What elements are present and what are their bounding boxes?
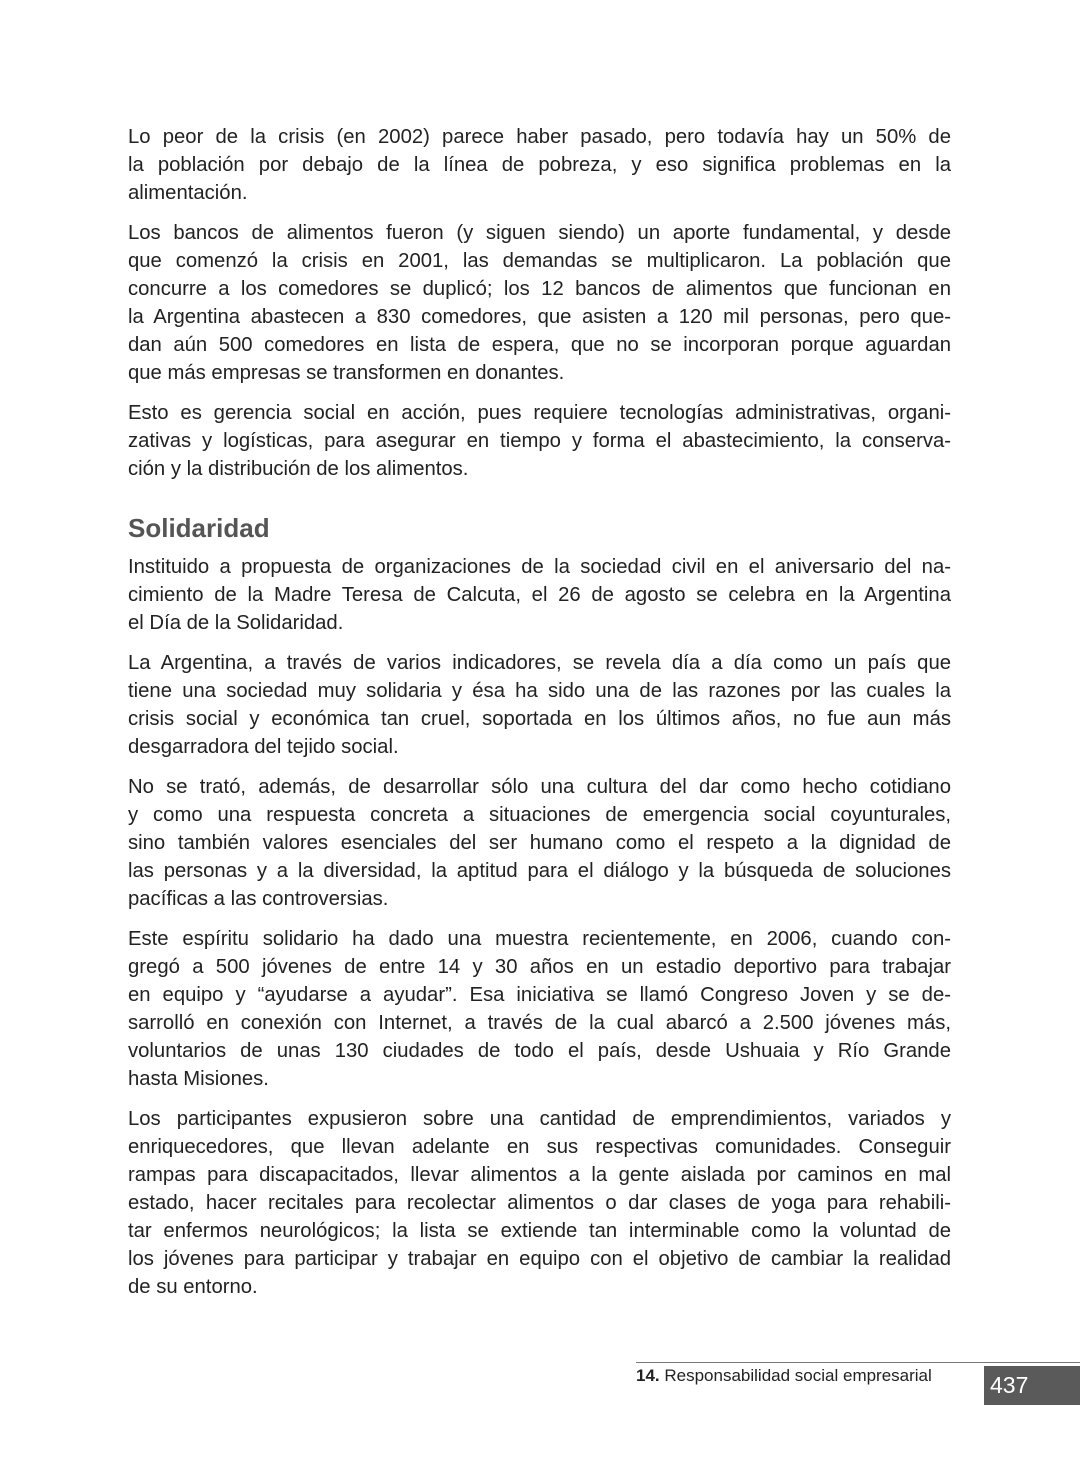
text-line: enriquecedores, que llevan adelante en sus respectivas comunidades. Conseguir [128, 1136, 951, 1158]
text-line: concurre a los comedores se duplicó; los 12 bancos de alimentos que funcionan en [128, 278, 951, 300]
text-line: tar enfermos neurológicos; la lista se extiende tan interminable como la voluntad de [128, 1220, 951, 1242]
text-line: zativas y logísticas, para asegurar en tiempo y forma el abastecimiento, la conserva- [128, 430, 951, 452]
text-line: alimentación. [128, 182, 248, 204]
text-line: estado, hacer recitales para recolectar alimentos o dar clases de yoga para rehabili- [128, 1192, 951, 1214]
text-line: que más empresas se transformen en donantes. [128, 362, 565, 384]
text-line: sino también valores esenciales del ser humano como el respeto a la dignidad de [128, 832, 951, 854]
text-line: que comenzó la crisis en 2001, las demandas se multiplicaron. La población que [128, 250, 951, 272]
page-number: 437 [984, 1366, 1080, 1405]
paragraph [128, 1105, 951, 1301]
text-line: en equipo y “ayudarse a ayudar”. Esa iniciativa se llamó Congreso Joven y se de- [128, 984, 951, 1006]
text-line: la Argentina abastecen a 830 comedores, que asisten a 120 mil personas, pero que- [128, 306, 951, 328]
text-line: Los bancos de alimentos fueron (y siguen siendo) un aporte fundamental, y desde [128, 222, 951, 244]
footer-divider [636, 1362, 1080, 1363]
text-line: ción y la distribución de los alimentos. [128, 458, 469, 480]
text-line: Lo peor de la crisis (en 2002) parece haber pasado, pero todavía hay un 50% de [128, 126, 951, 148]
paragraph [128, 399, 951, 483]
text-line: Esto es gerencia social en acción, pues requiere tecnologías administrativas, organi- [128, 402, 951, 424]
page-body [128, 123, 951, 1313]
paragraph [128, 123, 951, 207]
text-line: sarrolló en conexión con Internet, a través de la cual abarcó a 2.500 jóvenes más, [128, 1012, 951, 1034]
section-heading: Solidaridad [128, 513, 270, 543]
text-line: de su entorno. [128, 1276, 258, 1298]
text-line: la población por debajo de la línea de pobreza, y eso significa problemas en la [128, 154, 951, 176]
text-line: las personas y a la diversidad, la aptitud para el diálogo y la búsqueda de soluciones [128, 860, 951, 882]
paragraph [128, 925, 951, 1093]
paragraphs-before [128, 123, 951, 483]
text-line: los jóvenes para participar y trabajar en equipo con el objetivo de cambiar la realidad [128, 1248, 951, 1270]
paragraphs-after [128, 553, 951, 1301]
text-line: hasta Misiones. [128, 1068, 269, 1090]
chapter-number: 14. [636, 1366, 660, 1385]
text-line: cimiento de la Madre Teresa de Calcuta, el 26 de agosto se celebra en la Argentina [128, 584, 951, 606]
text-line: dan aún 500 comedores en lista de espera, que no se incorporan porque aguardan [128, 334, 951, 356]
text-line: gregó a 500 jóvenes de entre 14 y 30 años en un estadio deportivo para trabajar [128, 956, 951, 978]
text-line: el Día de la Solidaridad. [128, 612, 344, 634]
paragraph [128, 649, 951, 761]
chapter-title: Responsabilidad social empresarial [664, 1366, 932, 1385]
text-line: rampas para discapacitados, llevar alimentos a la gente aislada por caminos en mal [128, 1164, 951, 1186]
text-line: Instituido a propuesta de organizaciones de la sociedad civil en el aniversario del na- [128, 556, 951, 578]
text-line: Este espíritu solidario ha dado una muestra recientemente, en 2006, cuando con- [128, 928, 951, 950]
text-line: La Argentina, a través de varios indicadores, se revela día a día como un país que [128, 652, 951, 674]
text-line: No se trató, además, de desarrollar sólo una cultura del dar como hecho cotidiano [128, 776, 951, 798]
footer-chapter [636, 1366, 932, 1386]
text-line: y como una respuesta concreta a situaciones de emergencia social coyunturales, [128, 804, 951, 826]
text-line: pacíficas a las controversias. [128, 888, 389, 910]
text-line: desgarradora del tejido social. [128, 736, 399, 758]
text-line: Los participantes expusieron sobre una cantidad de emprendimientos, variados y [128, 1108, 951, 1130]
paragraph [128, 553, 951, 637]
paragraph [128, 219, 951, 387]
text-line: tiene una sociedad muy solidaria y ésa ha sido una de las razones por las cuales la [128, 680, 951, 702]
text-line: voluntarios de unas 130 ciudades de todo el país, desde Ushuaia y Río Grande [128, 1040, 951, 1062]
paragraph [128, 773, 951, 913]
text-line: crisis social y económica tan cruel, soportada en los últimos años, no fue aun más [128, 708, 951, 730]
